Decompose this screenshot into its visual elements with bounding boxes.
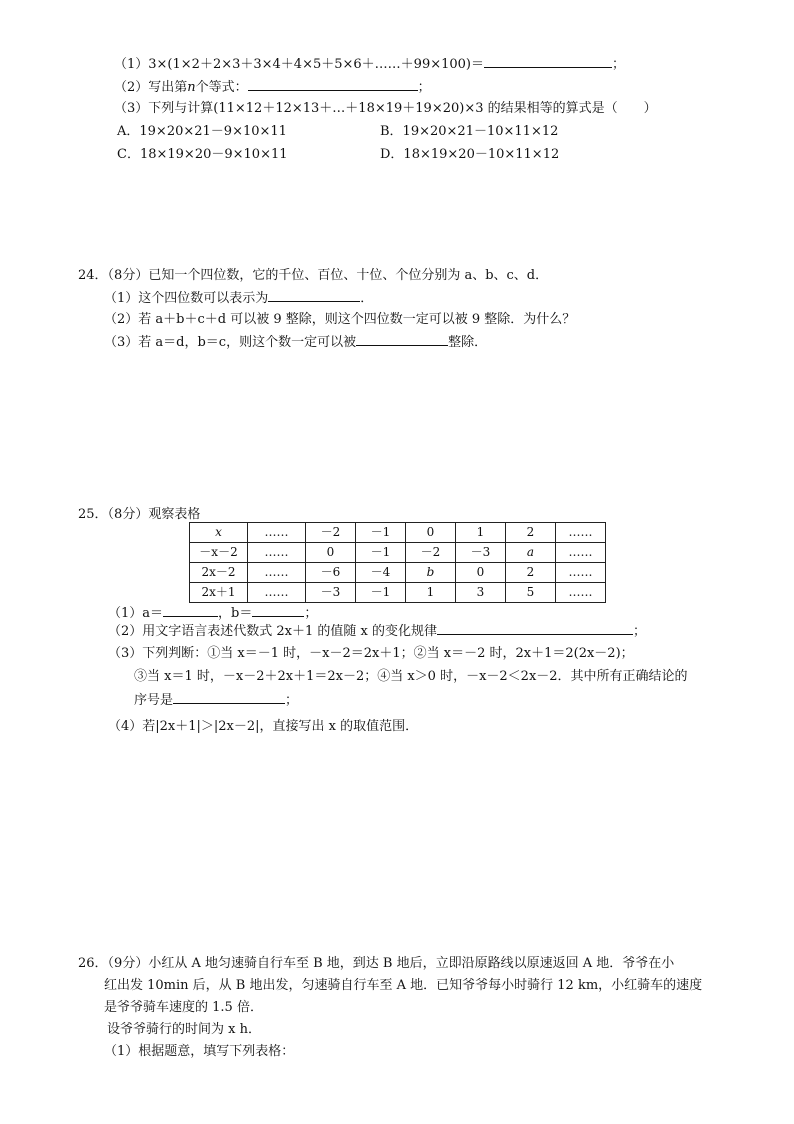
q25-part1-b: ，b＝ xyxy=(218,606,253,621)
table-cell: …… xyxy=(556,583,606,603)
table-cell: …… xyxy=(248,543,306,563)
q24-part2: （2）若 a＋b＋c＋d 可以被 9 整除，则这个四位数一定可以被 9 整除．为什么？ xyxy=(104,312,576,327)
table-cell: …… xyxy=(248,523,306,543)
q25-part1-a: （1）a＝ xyxy=(108,606,164,621)
table-cell: －6 xyxy=(306,563,356,583)
table-cell: 0 xyxy=(306,543,356,563)
table-cell: 2x＋1 xyxy=(190,583,248,603)
table-cell: 0 xyxy=(456,563,506,583)
q23-part2-n: n xyxy=(187,80,196,95)
q23-part2-end: ； xyxy=(417,80,431,95)
table-cell: 1 xyxy=(456,523,506,543)
q24-part1-text: （1）这个四位数可以表示为 xyxy=(104,291,269,306)
q23-option-b: B．19×20×21－10×11×12 xyxy=(380,124,559,139)
q25-part3-line1: （3）下列判断：①当 x＝－1 时，－x－2＝2x＋1；②当 x＝－2 时，2x＋1＝2(2x－2)； xyxy=(108,646,634,661)
q23-part2-rest: 个等式： xyxy=(195,80,248,95)
table-cell: －3 xyxy=(456,543,506,563)
q25-part3-line3 xyxy=(134,691,298,710)
table-cell: 3 xyxy=(456,583,506,603)
q25-part1 xyxy=(108,604,317,623)
q23-part1-end: ； xyxy=(612,57,626,72)
q23-option-c: C．18×19×20－9×10×11 xyxy=(117,147,288,162)
q25-part2 xyxy=(108,622,646,641)
table-cell: 5 xyxy=(506,583,556,603)
table-cell: －1 xyxy=(356,523,406,543)
table-cell: 1 xyxy=(406,583,456,603)
q25-part1-end: ； xyxy=(304,606,318,621)
q25-part3-line2: ③当 x＝1 时，－x－2＋2x＋1＝2x－2；④当 x＞0 时，－x－2＜2x－2．其中所有正确结论的 xyxy=(134,669,688,684)
table-cell: a xyxy=(506,543,556,563)
q23-part1 xyxy=(114,55,625,74)
q25-part4: （4）若|2x＋1|＞|2x－2|，直接写出 x 的取值范围． xyxy=(108,719,419,734)
table-cell: …… xyxy=(248,563,306,583)
q23-option-d: D．18×19×20－10×11×12 xyxy=(380,147,560,162)
q23-part2 xyxy=(114,78,431,97)
q24-stem: 24．（8分）已知一个四位数，它的千位、百位、十位、个位分别为 a、b、c、d． xyxy=(78,268,549,283)
q24-part1 xyxy=(104,289,373,308)
q25-part3-blank[interactable] xyxy=(173,691,285,704)
q25-stem: 25．（8分）观察表格 xyxy=(78,507,201,522)
q25-part3-end: ； xyxy=(285,693,299,708)
q23-part2-blank[interactable] xyxy=(248,78,418,91)
table-row xyxy=(190,543,606,563)
table-cell: 0 xyxy=(406,523,456,543)
q25-part2-blank[interactable] xyxy=(437,622,633,635)
table-cell: x xyxy=(190,523,248,543)
q24-part3-blank[interactable] xyxy=(356,333,448,346)
q23-part2-text: （2）写出第 xyxy=(114,80,188,95)
table-cell: …… xyxy=(556,543,606,563)
q25-part2-end: ； xyxy=(633,624,647,639)
table-cell: …… xyxy=(556,563,606,583)
q23-part3: （3）下列与计算(11×12＋12×13＋…＋18×19＋19×20)×3 的结果相等的算式是（ ） xyxy=(114,101,657,116)
q25-part3-text: 序号是 xyxy=(134,693,174,708)
table-cell: －4 xyxy=(356,563,406,583)
q24-part3 xyxy=(104,333,487,352)
table-cell: 2 xyxy=(506,523,556,543)
q23-option-a: A．19×20×21－9×10×11 xyxy=(117,124,287,139)
q26-line5: （1）根据题意，填写下列表格： xyxy=(104,1044,295,1059)
table-cell: －2 xyxy=(406,543,456,563)
observation-table xyxy=(189,522,606,603)
table-cell: －3 xyxy=(306,583,356,603)
q23-part1-text: （1）3×(1×2＋2×3＋3×4＋4×5＋5×6＋……＋99×100)＝ xyxy=(114,57,484,72)
table-cell: 2 xyxy=(506,563,556,583)
table-row xyxy=(190,583,606,603)
q25-part2-text: （2）用文字语言表述代数式 2x＋1 的值随 x 的变化规律 xyxy=(108,624,438,639)
table-row xyxy=(190,563,606,583)
q26-line4: 设爷爷骑行的时间为 x h． xyxy=(107,1022,261,1037)
q26-line2: 红出发 10min 后，从 B 地出发，匀速骑自行车至 A 地．已知爷爷每小时骑行 12 km，小红骑车的速度 xyxy=(104,978,703,993)
q26-line3: 是爷爷骑车速度的 1.5 倍． xyxy=(104,1000,263,1015)
q23-part1-blank[interactable] xyxy=(484,55,612,68)
table-cell: 2x－2 xyxy=(190,563,248,583)
table-cell: b xyxy=(406,563,456,583)
q25-part1-blank-b[interactable] xyxy=(252,604,304,617)
table-row xyxy=(190,523,606,543)
table-cell: －1 xyxy=(356,543,406,563)
q24-part1-blank[interactable] xyxy=(268,289,360,302)
table-cell: －x－2 xyxy=(190,543,248,563)
table-cell: －2 xyxy=(306,523,356,543)
q24-part3-text: （3）若 a＝d，b＝c，则这个数一定可以被 xyxy=(104,335,357,350)
table-cell: －1 xyxy=(356,583,406,603)
q26-line1: 26．（9分）小红从 A 地匀速骑自行车至 B 地，到达 B 地后，立即沿原路线以原速返回 A 地．爷爷在小 xyxy=(78,956,675,971)
q24-part3-end: 整除． xyxy=(448,335,488,350)
table-cell: …… xyxy=(556,523,606,543)
q25-part1-blank-a[interactable] xyxy=(163,604,218,617)
q24-part1-end: ． xyxy=(360,291,374,306)
table-cell: …… xyxy=(248,583,306,603)
